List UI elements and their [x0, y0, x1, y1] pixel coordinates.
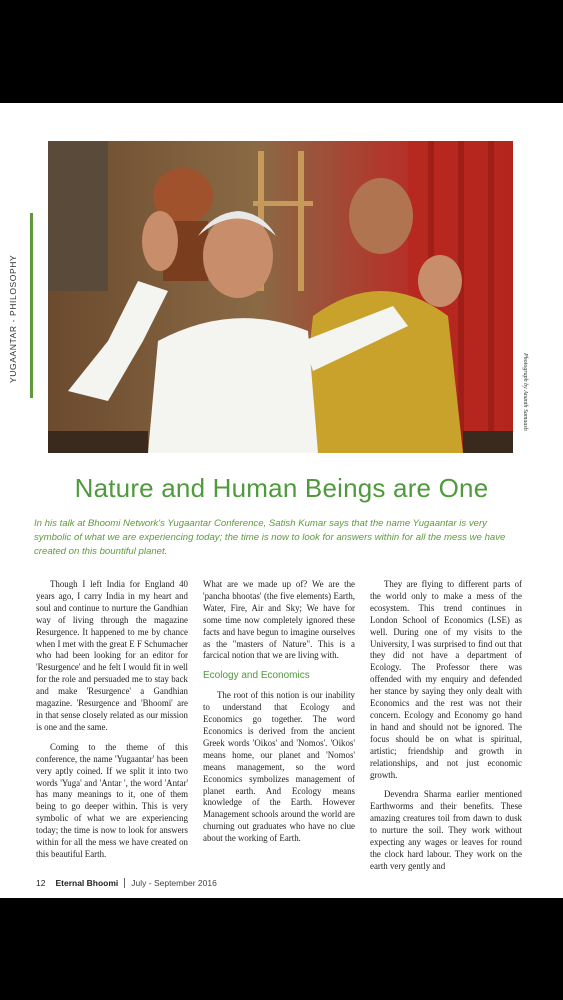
paragraph: The root of this notion is our inability to understand that Ecology and Economics go together. The word Economics is derived from the ancient Greek words 'Oikos' and 'Nomos'. 'Oikos' means home, our planet and 'Nomos' means management, so the word Economics symbolizes management of planet earth. And Ecology means knowledge of the Earth. However Management schools around the world are churning out graduates who have no clue about the working of Earth.: [203, 690, 355, 844]
article-deck: In his talk at Bhoomi Network's Yugaantar Conference, Satish Kumar says that the name Yugaantar is very symbolic of what we are experiencing today; the time is now to look for answers within for all the mess we have created on this bountiful planet.: [34, 518, 506, 557]
column-2: [203, 579, 355, 853]
paragraph: Though I left India for England 40 years ago, I carry India in my heart and soul and continue to nurture the Gandhian way of living through the magazine Resurgence. It happened to me by chance when I met with the great E F Schumacher who had been looking for an editor for 'Resurgence' and he felt I would fit in well for the role and persuaded me to stay back and make 'Resurgence' a Gandhian magazine. 'Resurgence and 'Bhoomi' are in that sense closely related as our mission is one and the same.: [36, 579, 188, 732]
section-subhead: Ecology and Economics: [203, 670, 310, 682]
magazine-page: [0, 103, 563, 898]
photo-credit: Photograph by Ananth Samuash: [522, 353, 528, 431]
paragraph: They are flying to different parts of the world only to make a mess of the ecosystem. This trend continues in London School of Economics (LSE) as well. During one of my visits to the University, I was surprised to find out that they did not have a department of Ecology. The Professor there was offended with my enquiry and defended her stance by saying they only dealt with Economics and the rest was not their concern. Ecology and Economy go hand in hand and should not be ignored. The focus should be on what is spiritual, artistic; friendship and growth in relationships, and not just economic growth.: [370, 579, 522, 780]
magazine-name: Eternal Bhoomi: [55, 878, 119, 888]
paragraph: What are we made up of? We are the 'pancha bhootas' (the five elements) Earth, Water, Fire, Air and Sky; We have for some time now completely ignored these facts and have begun to imagine ourselves as the "masters of Nature". This is a farcical notion that we are living with.: [203, 579, 355, 661]
issue-date: July - September 2016: [131, 878, 217, 888]
page-footer: [36, 876, 217, 890]
column-3: [370, 579, 522, 881]
article-title: Nature and Human Beings are One: [74, 473, 489, 503]
paragraph: Coming to the theme of this conference, the name 'Yugaantar' has been very aptly coined. If we split it into two words 'Yuga' and 'Antar ', the word 'Antar' has many meanings to it, one of them being to go deeper within. This is very symbolic of what we are experiencing today; the time is now to look for answers within for all the mess we have created on this beautiful Earth.: [36, 741, 188, 859]
column-1: [36, 579, 188, 869]
article-photo: [48, 141, 513, 453]
footer-divider: [124, 878, 125, 888]
section-label: YUGAANTAR - PHILOSOPHY: [8, 254, 18, 383]
section-rule: [30, 213, 33, 398]
paragraph: Devendra Sharma earlier mentioned Earthworms and their benefits. These amazing creatures toil from dawn to dusk to nurture the soil. They work without expecting any wages or leaves for round the clock hard labour. They work on the earth very gently and: [370, 789, 522, 871]
page-number: 12: [36, 878, 46, 888]
